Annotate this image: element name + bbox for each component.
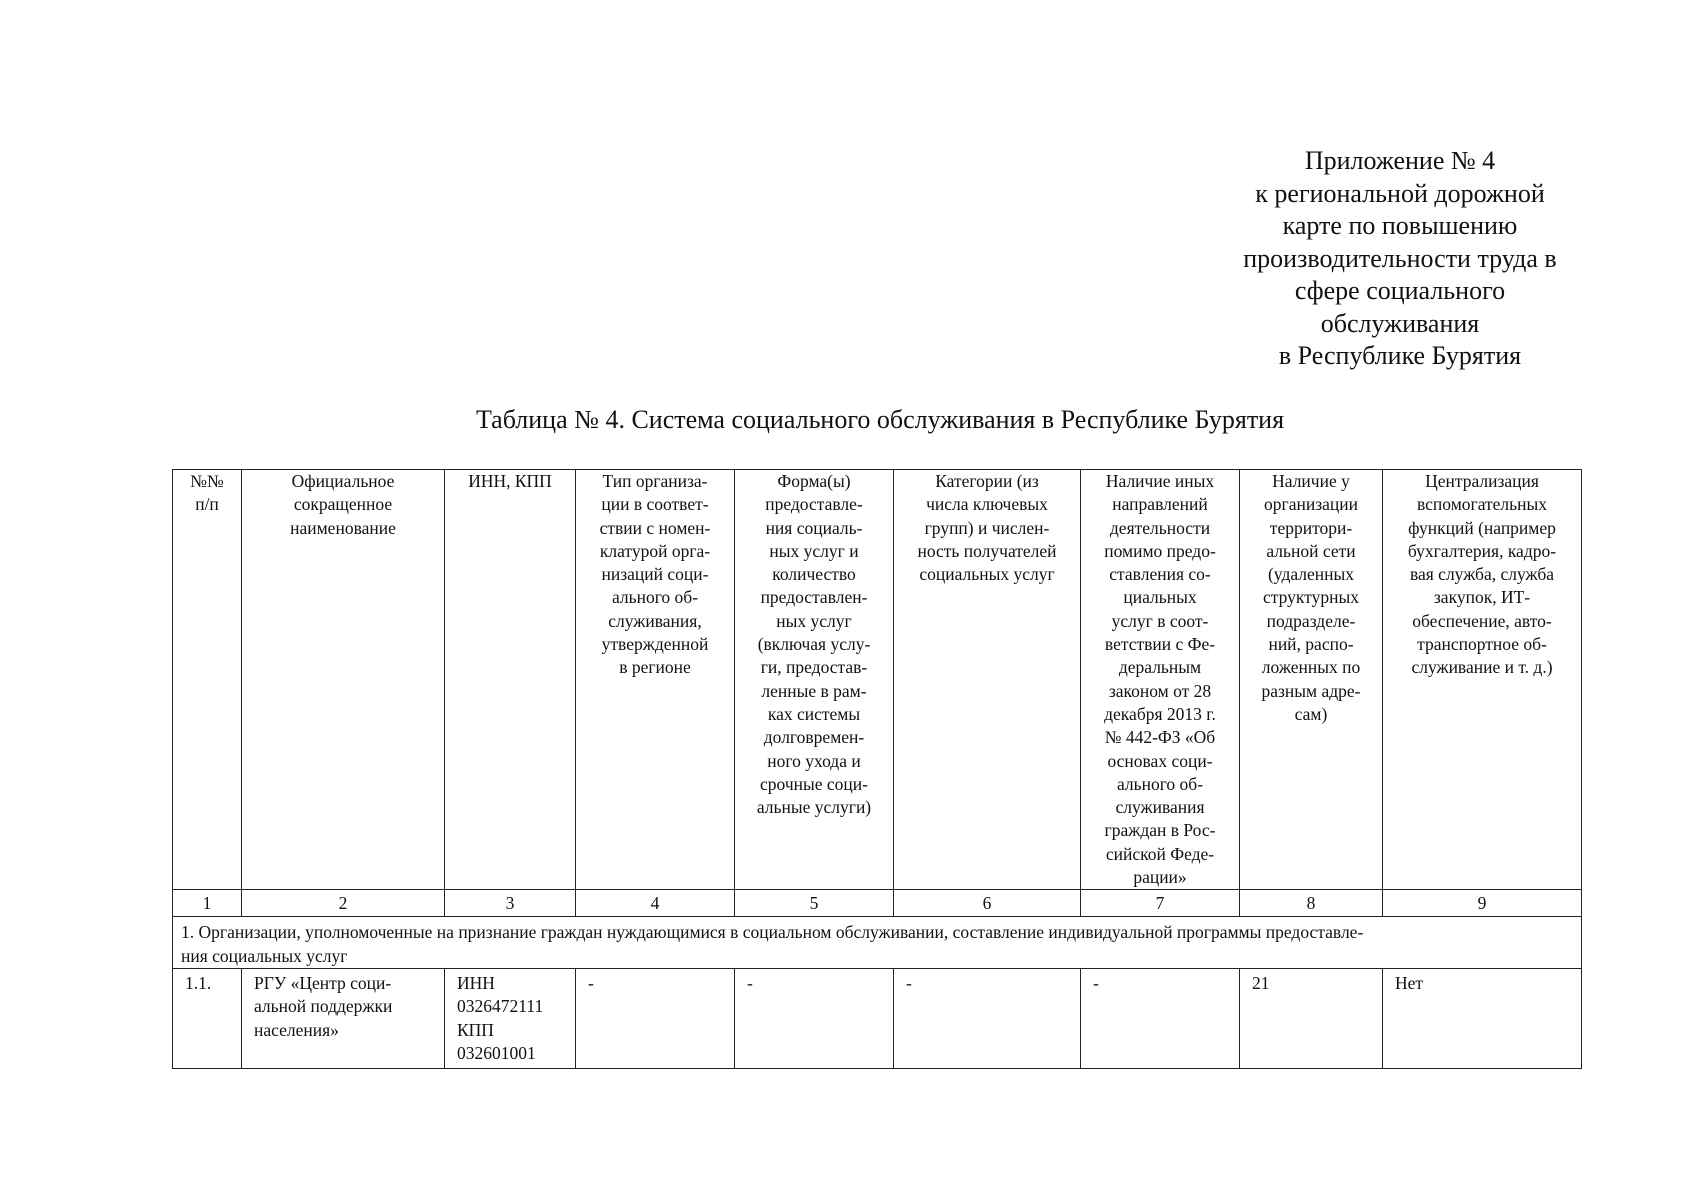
annex-line: к региональной дорожной — [1255, 178, 1545, 208]
cell-text-line: ленные в рам- — [761, 680, 867, 701]
cell-text-line: 4 — [650, 893, 660, 914]
cell-text-line: наименование — [290, 517, 396, 538]
cell-text-line: ги, предостав- — [760, 657, 868, 678]
column-number — [242, 890, 445, 917]
column-number — [576, 890, 735, 917]
cell-text-line: служивания — [1115, 797, 1205, 818]
cell-text-line: предоставлен- — [760, 587, 868, 608]
cell-text-line: ставления со- — [1109, 564, 1211, 585]
cell-text-line: ИНН, КПП — [468, 471, 552, 491]
cell-text-line: КПП — [457, 1019, 494, 1040]
column-header-3 — [445, 470, 576, 890]
cell-text-line: альной поддержки — [254, 996, 393, 1017]
cell-text-line: 1.1. — [185, 972, 212, 993]
table-cell — [242, 968, 445, 1068]
column-number — [894, 890, 1081, 917]
cell-text-line: деятельности — [1109, 517, 1211, 538]
cell-text-line: 9 — [1477, 893, 1487, 914]
cell-text-line: ний, распо- — [1268, 634, 1354, 655]
cell-text-line: ального об- — [1116, 773, 1204, 794]
table-row — [173, 968, 1582, 1068]
column-header-4 — [576, 470, 735, 890]
column-header-5 — [735, 470, 894, 890]
cell-text-line: 0326472111 — [457, 996, 544, 1017]
cell-text-line: 1. Организации, уполномоченные на признание граждан нуждающимися в социальном обслуживании, составление индивидуальной программы предоставле- — [181, 922, 1364, 943]
cell-text-line: Наличие иных — [1105, 471, 1215, 491]
table-cell — [735, 968, 894, 1068]
cell-text-line: вая служба, служба — [1409, 564, 1555, 585]
table-cell — [894, 968, 1081, 1068]
cell-text-line: ния социальных услуг — [181, 945, 348, 966]
cell-text-line: закупок, ИТ- — [1433, 587, 1531, 608]
cell-text-line: 7 — [1155, 893, 1165, 914]
section-title — [173, 917, 1582, 969]
column-number — [173, 890, 242, 917]
cell-text-line: помимо предо- — [1104, 540, 1216, 561]
cell-text-line: Нет — [1395, 972, 1424, 993]
cell-text-line: ность получателей — [917, 540, 1057, 561]
cell-text-line: РГУ «Центр соци- — [254, 972, 392, 993]
cell-text-line: срочные соци- — [760, 773, 868, 794]
cell-text-line: - — [906, 972, 912, 993]
cell-text-line: Наличие у — [1272, 471, 1350, 491]
table-cell — [173, 968, 242, 1068]
cell-text-line: обеспечение, авто- — [1412, 610, 1552, 631]
cell-text-line: циальных — [1123, 587, 1197, 608]
section-row — [173, 917, 1582, 969]
cell-text-line: 032601001 — [457, 1042, 536, 1063]
cell-text-line: числа ключевых — [926, 494, 1048, 515]
cell-text-line: ных услуг — [776, 610, 852, 631]
table-cell — [1240, 968, 1383, 1068]
cell-text-line: деральным — [1118, 657, 1202, 678]
cell-text-line: (удаленных — [1267, 564, 1355, 585]
cell-text-line: 21 — [1252, 972, 1270, 993]
cell-text-line: подразделе- — [1266, 610, 1356, 631]
cell-text-line: Тип организа- — [602, 471, 708, 491]
cell-text-line: населения» — [254, 1019, 339, 1040]
table-cell — [1081, 968, 1240, 1068]
column-header-8 — [1240, 470, 1383, 890]
cell-text-line: ветствии с Фе- — [1104, 634, 1216, 655]
cell-text-line: клатурой орга- — [599, 540, 711, 561]
cell-text-line: ИНН — [457, 972, 495, 993]
cell-text-line: граждан в Рос- — [1104, 820, 1216, 841]
cell-text-line: альной сети — [1266, 540, 1356, 561]
column-number — [735, 890, 894, 917]
cell-text-line: услуг в соот- — [1111, 610, 1209, 631]
cell-text-line: долговремен- — [763, 727, 865, 748]
cell-text-line: вспомогательных — [1416, 494, 1548, 515]
annex-line: производительности труда в — [1243, 243, 1557, 273]
table-cell — [576, 968, 735, 1068]
social-services-table — [172, 469, 1582, 1069]
cell-text-line: транспортное об- — [1417, 634, 1547, 655]
cell-text-line: 2 — [338, 893, 348, 914]
cell-text-line: Централизация — [1425, 471, 1539, 491]
cell-text-line: разным адре- — [1261, 680, 1361, 701]
cell-text-line: предоставле- — [765, 494, 863, 515]
table-title: Таблица № 4. Система социального обслуживания в Республике Бурятия — [475, 405, 1285, 434]
cell-text-line: утвержденной — [601, 634, 709, 655]
cell-text-line: ных услуг и — [769, 540, 859, 561]
header-row — [173, 470, 1582, 890]
cell-text-line: законом от 28 — [1108, 680, 1212, 701]
cell-text-line: служивание и т. д.) — [1411, 657, 1553, 678]
column-number — [1081, 890, 1240, 917]
cell-text-line: сокращенное — [293, 494, 393, 515]
cell-text-line: служивания, — [608, 610, 702, 631]
column-header-2 — [242, 470, 445, 890]
cell-text-line: 8 — [1306, 893, 1316, 914]
annex-line: Приложение № 4 — [1304, 146, 1496, 175]
cell-text-line: - — [747, 972, 753, 993]
column-header-6 — [894, 470, 1081, 890]
annex-line: сфере социального — [1294, 276, 1506, 305]
cell-text-line: в регионе — [619, 657, 691, 678]
annex-line: в Республике Бурятия — [1278, 341, 1522, 370]
table-cell — [1383, 968, 1582, 1068]
cell-text-line: п/п — [195, 494, 219, 515]
cell-text-line: количество — [772, 564, 856, 585]
cell-text-line: альные услуги) — [756, 797, 872, 818]
column-number — [1240, 890, 1383, 917]
cell-text-line: направлений — [1112, 494, 1208, 515]
cell-text-line: Официальное — [291, 471, 395, 491]
cell-text-line: ального об- — [611, 587, 699, 608]
annex-line: карте по повышению — [1282, 211, 1518, 240]
column-header-9 — [1383, 470, 1582, 890]
cell-text-line: низаций соци- — [601, 564, 709, 585]
cell-text-line: территори- — [1269, 517, 1353, 538]
column-number — [1383, 890, 1582, 917]
cell-text-line: Категории (из — [935, 471, 1039, 491]
column-header-1 — [173, 470, 242, 890]
cell-text-line: групп) и числен- — [924, 517, 1050, 538]
cell-text-line: - — [588, 972, 594, 993]
cell-text-line: ствии с номен- — [599, 517, 711, 538]
cell-text-line: структурных — [1263, 587, 1359, 608]
cell-text-line: №№ — [190, 471, 224, 491]
cell-text-line: основах соци- — [1107, 750, 1213, 771]
cell-text-line: ции в соответ- — [601, 494, 709, 515]
cell-text-line: - — [1093, 972, 1099, 993]
cell-text-line: рации» — [1133, 867, 1187, 888]
cell-text-line: № 442-ФЗ «Об — [1104, 727, 1216, 748]
annex-line: обслуживания — [1320, 308, 1480, 338]
cell-text-line: 1 — [202, 893, 212, 914]
cell-text-line: бухгалтерия, кадро- — [1407, 540, 1557, 561]
cell-text-line: 3 — [505, 893, 515, 914]
cell-text-line: ния социаль- — [765, 517, 863, 538]
table-cell — [445, 968, 576, 1068]
cell-text-line: 6 — [982, 893, 992, 914]
cell-text-line: функций (например — [1408, 517, 1556, 538]
cell-text-line: организации — [1264, 494, 1358, 515]
cell-text-line: 5 — [809, 893, 819, 914]
cell-text-line: сийской Феде- — [1105, 843, 1215, 864]
cell-text-line: ложенных по — [1261, 657, 1361, 678]
column-number — [445, 890, 576, 917]
column-number-row — [173, 890, 1582, 917]
cell-text-line: ного ухода и — [767, 750, 861, 771]
cell-text-line: ках системы — [767, 703, 861, 724]
column-header-7 — [1081, 470, 1240, 890]
annex-heading — [1190, 145, 1610, 373]
table-body — [173, 470, 1582, 1069]
cell-text-line: социальных услуг — [919, 564, 1055, 585]
cell-text-line: Форма(ы) — [777, 471, 851, 491]
cell-text-line: (включая услу- — [757, 634, 871, 655]
cell-text-line: декабря 2013 г. — [1104, 703, 1216, 724]
cell-text-line: сам) — [1294, 703, 1328, 724]
